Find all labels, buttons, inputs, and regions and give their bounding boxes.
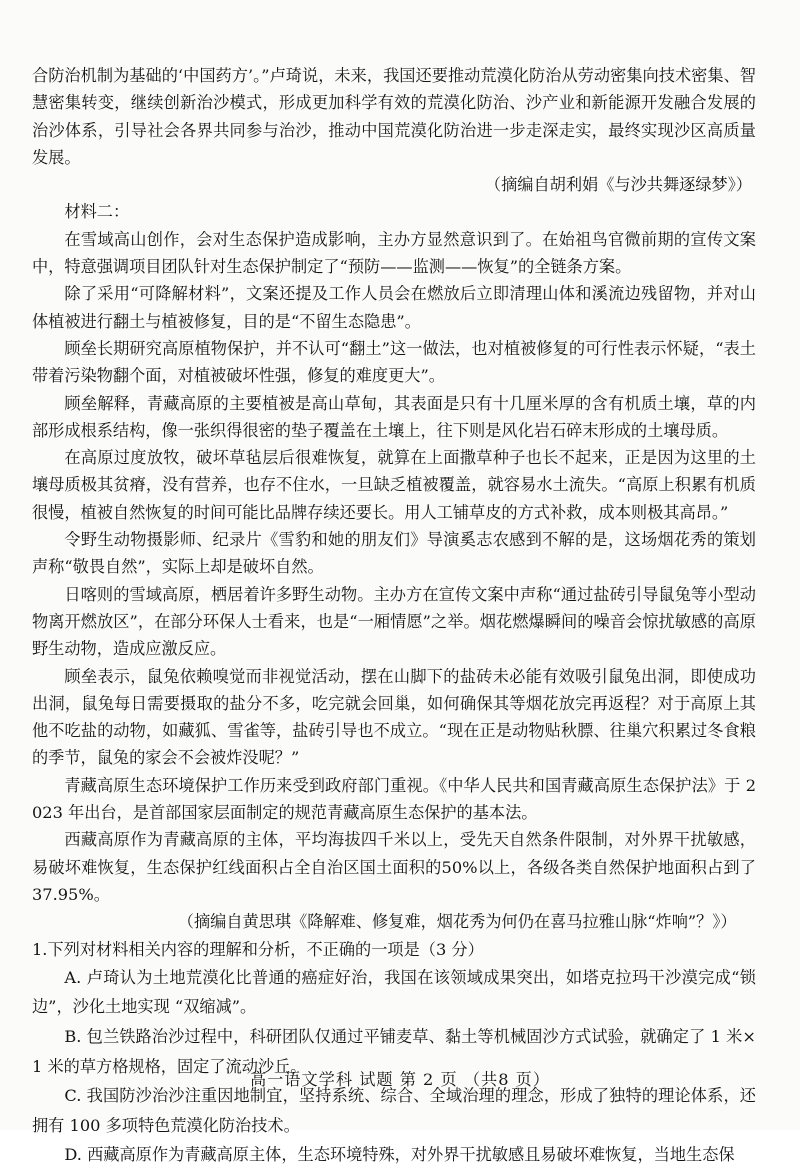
- page-footer: 高一语文学科 试题 第 2 页 （共8 页）: [249, 1070, 551, 1089]
- paragraph: 在高原过度放牧，破坏草毡层后很难恢复，就算在上面撒草种子也长不起来，正是因为这里的土壤母质极其贫瘠，没有营养，也存不住水，一旦缺乏植被覆盖，就容易水土流失。“高原上积累有机质很慢，植被自然恢复的时间可能比品牌存续还要长。用人工铺草皮的方式补救，成本则极其高昂。”: [32, 448, 756, 522]
- paragraph: 顾垒表示，鼠兔依赖嗅觉而非视觉活动，摆在山脚下的盐砖未必能有效吸引鼠兔出洞，即使成功出洞，鼠兔每日需要摄取的盐分不多，吃完就会回巢，如何确保其等烟花放完再返程？对于高原上其他不吃盐的动物，如藏狐、雪雀等，盐砖引导也不成立。“现在正是动物贴秋膘、往巢穴积累过冬食粮的季节，鼠兔的家会不会被炸没呢？”: [32, 666, 756, 768]
- option-d: D. 西藏高原作为青藏高原主体，生态环境特殊，对外界干扰敏感且易破坏难恢复，当地生态保: [64, 1145, 735, 1165]
- source-citation: （摘编自黄思琪《降解难、修复难，烟花秀为何仍在喜马拉雅山脉“炸响”？》）: [177, 912, 737, 932]
- paragraph: 令野生动物摄影师、纪录片《雪豹和她的朋友们》导演奚志农感到不解的是，这场烟花秀的策划声称“敬畏自然”，实际上却是破坏自然。: [32, 530, 756, 577]
- paragraph: 除了采用“可降解材料”，文案还提及工作人员会在燃放后立即清理山体和溪流边残留物，并对山体植被进行翻土与植被修复，目的是“不留生态隐患”。: [32, 284, 756, 331]
- option-c: C. 我国防沙治沙注重因地制宜，坚持系统、综合、全域治理的理念，形成了独特的理论体系，还拥有 100 多项特色荒漠化防治技术。: [32, 1086, 756, 1135]
- paragraph: 青藏高原生态环境保护工作历来受到政府部门重视。《中华人民共和国青藏高原生态保护法》于 2023 年出台，是首部国家层面制定的规范青藏高原生态保护的基本法。: [32, 775, 756, 823]
- option-a: A. 卢琦认为土地荒漠化比普通的癌症好治，我国在该领域成果突出，如塔克拉玛干沙漠完成“锁边”，沙化土地实现 “双缩减”。: [32, 967, 756, 1017]
- question-stem: 1.下列对材料相关内容的理解和分析，不正确的一项是（3 分）: [32, 939, 484, 959]
- section-heading: 材料二：: [64, 202, 130, 222]
- paragraph: 西藏高原作为青藏高原的主体，平均海拔四千米以上，受先天自然条件限制，对外界干扰敏感，易破坏难恢复，生态保护红线面积占全自治区国土面积的50%以上，各级各类自然保护地面积占到了 37.95%。: [32, 830, 756, 904]
- paragraph: 顾垒长期研究高原植物保护，并不认可“翻土”这一做法，也对植被修复的可行性表示怀疑，“表土带着污染物翻个面，对植被破坏性强，修复的难度更大”。: [32, 338, 756, 386]
- material-passage: [32, 62, 756, 936]
- option-b: B. 包兰铁路治沙过程中，科研团队仅通过平铺麦草、黏土等机械固沙方式试验，就确定了 1 米×1 米的草方格规格，固定了流动沙丘。: [32, 1026, 756, 1076]
- paragraph: 在雪域高山创作，会对生态保护造成影响，主办方显然意识到了。在始祖鸟官微前期的宣传文案中，特意强调项目团队针对生态保护制定了“预防——监测——恢复”的全链条方案。: [32, 229, 756, 277]
- paragraph: 日喀则的雪域高原，栖居着许多野生动物。主办方在宣传文案中声称“通过盐砖引导鼠兔等小型动物离开燃放区”，在部分环保人士看来，也是“一厢情愿”之举。烟花燃爆瞬间的噪音会惊扰敏感的高原野生动物，造成应激反应。: [32, 584, 756, 659]
- paragraph: 顾垒解释，青藏高原的主要植被是高山草甸，其表面是只有十几厘米厚的含有机质土壤，草的内部形成根系结构，像一张织得很密的垫子覆盖在土壤上，往下则是风化岩石碎末形成的土壤母质。: [32, 393, 756, 440]
- paragraph: 合防治机制为基础的‘中国药方’。”卢琦说，未来，我国还要推动荒漠化防治从劳动密集向技术密集、智慧密集转变，继续创新治沙模式，形成更加科学有效的荒漠化防治、沙产业和新能源开发融合发展的治沙体系，引导社会各界共同参与治沙，推动中国荒漠化防治进一步走深走实，最终实现沙区高质量发展。: [32, 66, 756, 167]
- source-citation: （摘编自胡利娟《与沙共舞逐绿梦》）: [484, 175, 752, 195]
- question-block: [32, 936, 756, 1170]
